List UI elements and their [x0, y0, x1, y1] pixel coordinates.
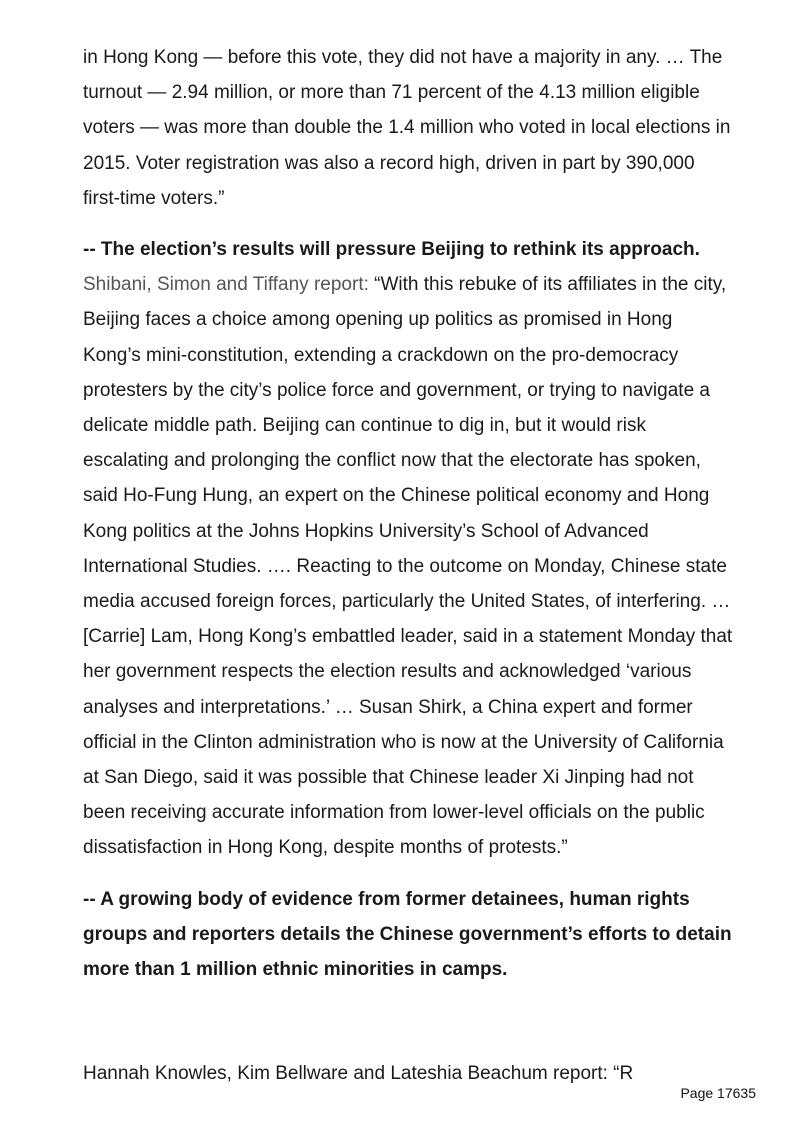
- truncated-next-line-text: Hannah Knowles, Kim Bellware and Lateshia Beachum report: “R: [83, 1063, 634, 1084]
- paragraph-beijing-rethink-lead: -- The election’s results will pressure Beijing to rethink its approach.: [83, 239, 700, 261]
- paragraph-beijing-rethink-byline: Shibani, Simon and Tiffany report:: [83, 274, 369, 296]
- truncated-next-line: [83, 1063, 733, 1089]
- paragraph-beijing-rethink-body: “With this rebuke of its affiliates in the city, Beijing faces a choice among opening up politics as promised in Hong Kong’s mini-constitution, extending a crackdown on the pro-democracy protesters by the city’s police force and government, or trying to navigate a delicate middle path. Beijing can continue to dig in, but it would risk escalating and prolonging the conflict now that the electorate has spoken, said Ho-Fung Hung, an expert on the Chinese political economy and Hong Kong politics at the Johns Hopkins University’s School of Advanced International Studies. …. Reacting to the outcome on Monday, Chinese state media accused foreign forces, particularly the United States, of interfering. … [Carrie] Lam, Hong Kong’s embattled leader, said in a statement Monday that her government respects the election results and acknowledged ‘various analyses and interpretations.’ … Susan Shirk, a China expert and former official in the Clinton administration who is now at the University of California at San Diego, said it was possible that Chinese leader Xi Jinping had not been receiving accurate information from lower-level officials on the public dissatisfaction in Hong Kong, despite months of protests.”: [83, 274, 733, 859]
- document-page: [83, 40, 733, 987]
- paragraph-turnout: [83, 40, 733, 216]
- page-number: Page 17635: [674, 1085, 756, 1101]
- paragraph-beijing-rethink: [83, 232, 733, 866]
- paragraph-turnout-body: in Hong Kong — before this vote, they did not have a majority in any. … The turnout — 2.94 million, or more than 71 percent of the 4.13 million eligible voters — was more than double the 1.4 million who voted in local elections in 2015. Voter registration was also a record high, driven in part by 390,000 first-time voters.”: [83, 47, 731, 209]
- paragraph-detention-camps-lead: -- A growing body of evidence from former detainees, human rights groups and reporters details the Chinese government’s efforts to detain more than 1 million ethnic minorities in camps.: [83, 888, 732, 981]
- paragraph-detention-camps: [83, 882, 733, 988]
